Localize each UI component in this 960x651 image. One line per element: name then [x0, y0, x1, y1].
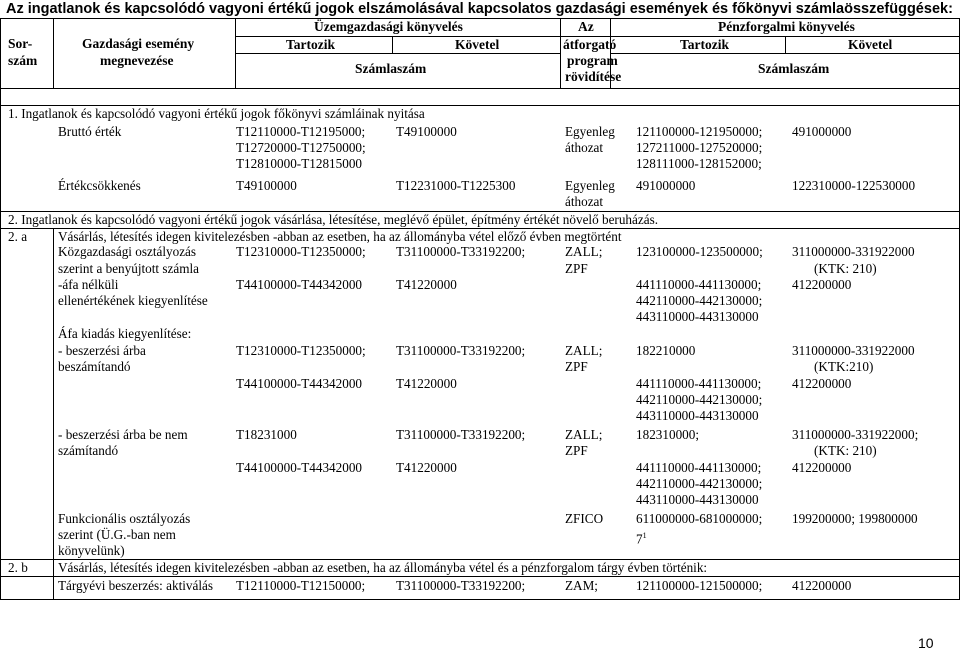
beszam-name-2: beszámítandó [58, 359, 131, 374]
header-tartozik: Tartozik [286, 37, 336, 52]
header-uzemgazd: Üzemgazdasági könyvelés [314, 19, 463, 34]
header-sorszam: Sor- [8, 36, 33, 51]
brutto-p-kovetel: 491000000 [792, 124, 852, 139]
kozgazd-name-4: ellenértékének kiegyenlítése [58, 293, 208, 308]
kozgazd-program-2: ZPF [565, 261, 588, 276]
kozgazd-tartozik-1: T12310000-T12350000; [236, 244, 366, 259]
nembeszam-kovetel-2: T41220000 [396, 460, 457, 475]
beszam-program-2: ZPF [565, 359, 588, 374]
table-bottom-border [0, 599, 960, 600]
header-penzforg: Pénzforgalmi könyvelés [718, 19, 855, 34]
section-2a-number: 2. a [8, 229, 28, 244]
beszam-p-tartozik-2: 441110000-441130000; [636, 376, 762, 391]
funkc-p-tartozik-2-main: 7 [636, 531, 643, 547]
header-rule-2a [235, 53, 560, 54]
ertekcs-program-2: áthozat [565, 194, 604, 209]
funkc-p-tartozik-2-sup: 1 [642, 531, 647, 540]
kozgazd-p-kovetel-2: (KTK: 210) [814, 261, 877, 276]
aktivalas-p-kovetel: 412200000 [792, 578, 852, 593]
kozgazd-p-tartozik-3: 442110000-442130000; [636, 293, 763, 308]
beszam-p-tartozik-1: 182210000 [636, 343, 696, 358]
nembeszam-p-kovetel-2: (KTK: 210) [814, 443, 877, 458]
brutto-kovetel: T49100000 [396, 124, 457, 139]
section-2b-number: 2. b [8, 560, 28, 575]
beszam-p-kovetel-2: (KTK:210) [814, 359, 874, 374]
aktivalas-program: ZAM; [565, 578, 598, 593]
funkc-name-2: szerint (Ü.G.-ban nem [58, 527, 176, 542]
kozgazd-name-2: szerint a benyújtott számla [58, 261, 199, 276]
funkc-name-3: könyvelünk) [58, 543, 125, 558]
kozgazd-p-kovetel-3: 412200000 [792, 277, 852, 292]
kozgazd-program-1: ZALL; [565, 244, 603, 259]
brutto-p-tartozik-1: 121100000-121950000; [636, 124, 763, 139]
nembeszam-p-tartozik-2: 441110000-441130000; [636, 460, 762, 475]
header-atforgato-4: rövidítése [565, 69, 622, 84]
brutto-tartozik-3: T12810000-T12815000 [236, 156, 363, 171]
beszam-tartozik-2: T44100000-T44342000 [236, 376, 363, 391]
ertekcs-tartozik: T49100000 [236, 178, 297, 193]
aktivalas-tartozik: T12110000-T12150000; [236, 578, 366, 593]
header-rule-2b [610, 53, 960, 54]
beszam-tartozik-1: T12310000-T12350000; [236, 343, 366, 358]
nembeszam-p-kovetel-1: 311000000-331922000; [792, 427, 919, 442]
funkc-name-1: Funkcionális osztályozás [58, 511, 191, 526]
header-atforgato-1: Az [578, 19, 594, 34]
beszam-p-kovetel-1: 311000000-331922000 [792, 343, 915, 358]
beszam-kovetel-2: T41220000 [396, 376, 457, 391]
header-esemeny-2: megnevezése [100, 53, 174, 68]
beszam-p-kovetel-3: 412200000 [792, 376, 852, 391]
brutto-program-2: áthozat [565, 140, 604, 155]
header-atforgato-3: program [567, 53, 618, 68]
page-title: Az ingatlanok és kapcsolódó vagyoni értékű jogok elszámolásával kapcsolatos gazdasági események és főkönyvi számlaösszefüggések: [6, 1, 953, 17]
kozgazd-p-tartozik-2: 441110000-441130000; [636, 277, 762, 292]
kozgazd-tartozik-2: T44100000-T44342000 [236, 277, 363, 292]
header-esemeny: Gazdasági esemény [82, 36, 195, 51]
section-2b-title: Vásárlás, létesítés idegen kivitelezésben -abban az esetben, ha az állományba vétel és a pénzforgalom tárgy évben történik: [58, 560, 708, 575]
beszam-p-tartozik-4: 443110000-443130000 [636, 408, 759, 423]
brutto-program-1: Egyenleg [565, 124, 615, 139]
col-sep-tk1 [392, 36, 393, 53]
funkc-p-tartozik-2 [636, 528, 647, 547]
col-sep-tk2 [785, 36, 786, 53]
kozgazd-kovetel-1: T31100000-T33192200; [396, 244, 526, 259]
kozgazd-p-tartozik-1: 123100000-123500000; [636, 244, 763, 259]
nembeszam-p-tartozik-1: 182310000; [636, 427, 700, 442]
section-2-title: 2. Ingatlanok és kapcsolódó vagyoni értékű jogok vásárlása, létesítése, meglévő épület, építmény értékét növelő beruházás. [8, 212, 658, 227]
ertekcs-p-kovetel: 122310000-122530000 [792, 178, 916, 193]
beszam-program-1: ZALL; [565, 343, 603, 358]
header-kovetel: Követel [455, 37, 500, 52]
header-tartozik-2: Tartozik [680, 37, 730, 52]
brutto-name: Bruttó érték [58, 124, 122, 139]
col-sep-uzem [560, 18, 561, 88]
row-rule-aktivalas [0, 576, 960, 577]
nembeszam-p-kovetel-3: 412200000 [792, 460, 852, 475]
nembeszam-kovetel-1: T31100000-T33192200; [396, 427, 526, 442]
afa-heading: Áfa kiadás kiegyenlítése: [58, 326, 192, 341]
funkc-p-kovetel: 199200000; 199800000 [792, 511, 918, 526]
nembeszam-program-1: ZALL; [565, 427, 603, 442]
col-sep-2a [53, 228, 54, 559]
col-sep-esemeny [235, 18, 236, 88]
header-sorszam-2: szám [8, 53, 38, 68]
kozgazd-name-3: -áfa nélküli [58, 277, 119, 292]
beszam-kovetel-1: T31100000-T33192200; [396, 343, 526, 358]
beszam-p-tartozik-3: 442110000-442130000; [636, 392, 763, 407]
table-left-border [0, 18, 1, 599]
kozgazd-p-tartozik-4: 443110000-443130000 [636, 309, 759, 324]
aktivalas-name: Tárgyévi beszerzés: aktiválás [58, 578, 214, 593]
brutto-p-tartozik-2: 127211000-127520000; [636, 140, 763, 155]
ertekcs-p-tartozik: 491000000 [636, 178, 696, 193]
nembeszam-tartozik-2: T44100000-T44342000 [236, 460, 363, 475]
aktivalas-kovetel: T31100000-T33192200; [396, 578, 526, 593]
header-szamlaszam-2: Számlaszám [758, 61, 830, 76]
header-szamlaszam: Számlaszám [355, 61, 427, 76]
funkc-program: ZFICO [565, 511, 604, 526]
col-sep-2b [53, 559, 54, 599]
nembeszam-program-2: ZPF [565, 443, 588, 458]
header-atforgato-2: átforgató [563, 37, 617, 52]
ertekcs-kovetel: T12231000-T1225300 [396, 178, 516, 193]
funkc-p-tartozik-1: 611000000-681000000; [636, 511, 763, 526]
brutto-tartozik-1: T12110000-T12195000; [236, 124, 366, 139]
ertekcs-program-1: Egyenleg [565, 178, 615, 193]
nembeszam-p-tartozik-3: 442110000-442130000; [636, 476, 763, 491]
page-number: 10 [918, 635, 934, 651]
brutto-p-tartozik-3: 128111000-128152000; [636, 156, 762, 171]
nembeszam-p-tartozik-4: 443110000-443130000 [636, 492, 759, 507]
kozgazd-name-1: Közgazdasági osztályozás [58, 244, 197, 259]
ertekcs-name: Értékcsökkenés [58, 178, 141, 193]
nembeszam-tartozik-1: T18231000 [236, 427, 297, 442]
nembeszam-name-1: - beszerzési árba be nem [58, 427, 188, 442]
aktivalas-p-tartozik: 121100000-121500000; [636, 578, 763, 593]
beszam-name-1: - beszerzési árba [58, 343, 146, 358]
header-bottom-border [0, 88, 960, 89]
kozgazd-p-kovetel-1: 311000000-331922000 [792, 244, 915, 259]
section-1-title: 1. Ingatlanok és kapcsolódó vagyoni értékű jogok főkönyvi számláinak nyitása [8, 106, 425, 121]
nembeszam-name-2: számítandó [58, 443, 119, 458]
section-2a-title: Vásárlás, létesítés idegen kivitelezésben -abban az esetben, ha az állományba vétel előző évben megtörtént [58, 229, 622, 244]
header-kovetel-2: Követel [848, 37, 893, 52]
brutto-tartozik-2: T12720000-T12750000; [236, 140, 366, 155]
col-sep-sorszam [53, 18, 54, 88]
kozgazd-kovetel-2: T41220000 [396, 277, 457, 292]
